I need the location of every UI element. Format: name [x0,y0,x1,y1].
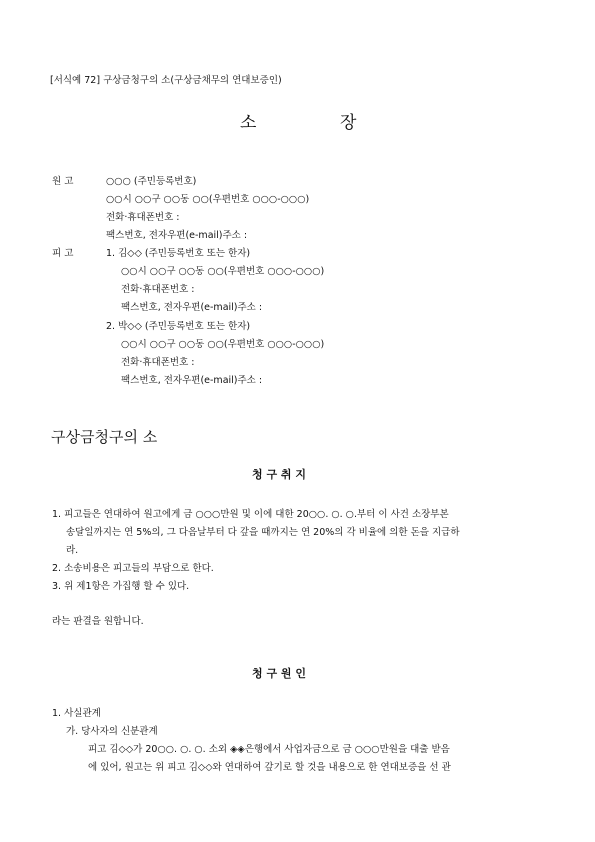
defendant-2-name: 2. 박◇◇ (주민등록번호 또는 한자) [106,321,251,332]
defendant-2-address: ○○시 ○○구 ○○동 ○○(우편번호 ○○○-○○○) [121,339,325,350]
defendant-2-fax-email: 팩스번호, 전자우편(e-mail)주소 : [121,375,263,386]
plaintiff-address: ○○시 ○○구 ○○동 ○○(우편번호 ○○○-○○○) [106,194,310,205]
claim-purpose-item-3: 3. 위 제1항은 가집행 할 수 있다. [52,581,190,592]
plaintiff-name: ○○○ (주민등록번호) [106,176,197,187]
claim-purpose-item-1-line-1: 1. 피고들은 연대하여 원고에게 금 ○○○만원 및 이에 대한 20○○. ○. ○.부터 이 사건 소장부본 [52,509,449,520]
claim-purpose-item-2: 2. 소송비용은 피고들의 부담으로 한다. [52,563,214,574]
defendant-1-phone: 전화·휴대폰번호 : [121,284,195,295]
case-title: 구상금청구의 소 [51,428,158,446]
claim-cause-subsection: 가. 당사자의 신분관계 [66,726,158,737]
defendant-2-phone: 전화·휴대폰번호 : [121,357,195,368]
claim-purpose-item-1-line-2: 송달일까지는 연 5%의, 그 다음날부터 다 갚을 때까지는 연 20%의 각 비율에 의한 돈을 지급하 [66,527,460,538]
claim-cause-paragraph-line-1: 피고 김◇◇가 20○○. ○. ○. 소외 ◈◈은행에서 사업자금으로 금 ○○○만원을 대출 받음 [88,744,450,755]
plaintiff-role: 원 고 [52,176,74,187]
claim-purpose-closing: 라는 판결을 원합니다. [52,616,144,627]
claim-cause-section-1: 1. 사실관계 [52,708,101,719]
claim-cause-heading: 청 구 원 인 [252,667,306,680]
document-title-right: 장 [340,113,357,133]
document-title-left: 소 [240,113,257,133]
defendant-1-address: ○○시 ○○구 ○○동 ○○(우편번호 ○○○-○○○) [121,266,325,277]
plaintiff-fax-email: 팩스번호, 전자우편(e-mail)주소 : [106,230,248,241]
defendant-role: 피 고 [52,248,74,259]
plaintiff-phone: 전화·휴대폰번호 : [106,212,180,223]
form-label: [서식예 72] 구상금청구의 소(구상금채무의 연대보증인) [50,75,282,86]
claim-purpose-heading: 청 구 취 지 [252,468,306,481]
claim-cause-paragraph-line-2: 에 있어, 원고는 위 피고 김◇◇와 연대하여 갚기로 할 것을 내용으로 한 연대보증을 선 관 [88,762,451,773]
defendant-1-fax-email: 팩스번호, 전자우편(e-mail)주소 : [121,302,263,313]
claim-purpose-item-1-line-3: 라. [66,545,79,556]
defendant-1-name: 1. 김◇◇ (주민등록번호 또는 한자) [106,248,251,259]
